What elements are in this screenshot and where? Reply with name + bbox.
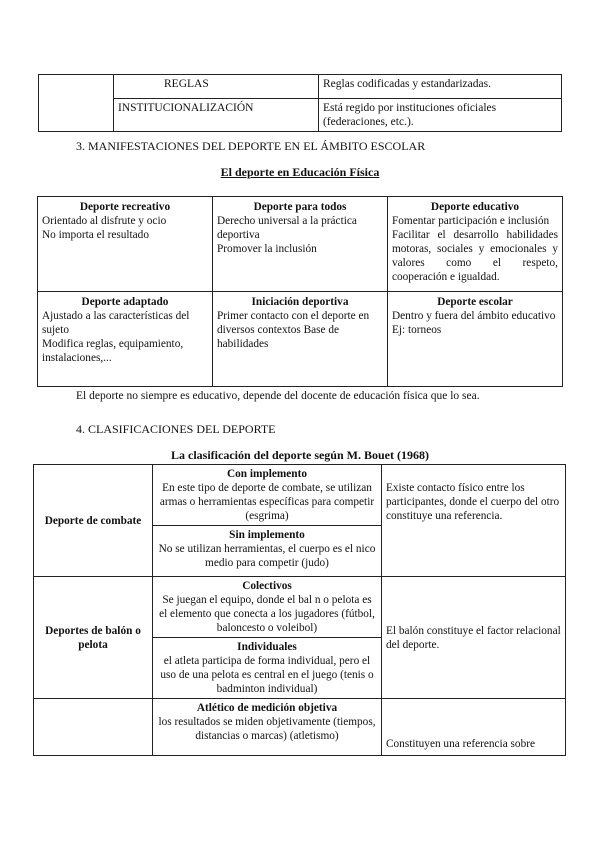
cell-title: Iniciación deportiva [251,296,349,308]
subtype-text: No se utilizan herramientas, el cuerpo es el nico medio para competir (judo) [158,543,376,569]
cell-line: Ajustado a las características del sujeto [42,310,190,336]
section-3-subtitle: El deporte en Educación Física [220,165,380,179]
subtype-title: Atlético de medición objetiva [196,702,338,714]
sport-types-grid [37,196,563,387]
cell-line: Dentro y fuera del ámbito educativo [392,310,556,322]
subtype-cell [153,699,382,756]
grid-cell-recreativo [38,197,213,292]
grid-cell-educativo [388,197,563,292]
note-cell: Existe contacto físico entre los participantes, donde el cuerpo del otro constituye una referencia. [382,465,566,577]
section-4-subtitle: La clasificación del deporte según M. Bouet (1968) [171,448,429,462]
cell-line: Facilitar el desarrollo habilidades motoras, sociales y emocionales y valores como el respeto, cooperación e igualdad. [392,229,558,283]
table-row [34,465,566,526]
subtype-text: Se juegan el equipo, donde el bal n o pelota es el elemento que conecta a los jugadores (fútbol, baloncesto o voleibol) [159,594,375,634]
subtype-text: el atleta participa de forma individual, pero el uso de una pelota es central en el juego (tenis o badminton individual) [160,655,374,695]
note-cell: Constituyen una referencia sobre [382,699,566,756]
category-cell: Deportes de balón o pelota [34,577,153,699]
classification-table [33,464,566,756]
grid-cell-iniciacion [213,292,388,387]
cell-title: Deporte adaptado [81,296,169,308]
desc-cell: Reglas codificadas y estandarizadas. [319,75,562,99]
category-cell [34,699,153,756]
section-4-heading: 4. CLASIFICACIONES DEL DEPORTE [76,422,276,436]
cell-line: Promover la inclusión [217,243,317,255]
table-row [34,577,566,638]
cell-line: No importa el resultado [42,229,149,241]
term-cell: REGLAS [114,75,319,99]
subtype-text: En este tipo de deporte de combate, se utilizan armas o herramientas específicas para competir (esgrima) [159,482,375,522]
cell-line: Modifica reglas, equipamiento, instalaciones,... [42,338,184,364]
empty-cell [39,75,114,132]
category-cell: Deporte de combate [34,465,153,577]
cell-title: Deporte recreativo [79,201,171,213]
section-3-note: El deporte no siempre es educativo, depende del docente de educación física que lo sea. [76,390,480,402]
subtype-cell [153,577,382,638]
cell-title: Deporte educativo [430,201,520,213]
subtype-title: Sin implemento [229,529,305,541]
note-cell: El balón constituye el factor relacional del deporte. [382,577,566,699]
grid-cell-para-todos [213,197,388,292]
subtype-cell [153,465,382,526]
grid-cell-escolar [388,292,563,387]
table-row [39,75,562,99]
cell-title: Deporte escolar [437,296,513,308]
table-row [38,197,563,292]
cell-line: Derecho universal a la práctica deportiva [217,215,357,241]
cell-line: Fomentar participación e inclusión [392,215,550,227]
top-table [38,74,562,132]
section-3-heading: 3. MANIFESTACIONES DEL DEPORTE EN EL ÁMBITO ESCOLAR [76,139,426,153]
subtype-title: Individuales [237,641,297,653]
table-row [39,99,562,132]
table-row [34,699,566,756]
subtype-title: Colectivos [242,580,292,592]
subtype-text: los resultados se miden objetivamente (tiempos, distancias o marcas) (atletismo) [158,716,376,742]
cell-line: Primer contacto con el deporte en diversos contextos Base de habilidades [217,310,370,350]
table-row [38,292,563,387]
grid-cell-adaptado [38,292,213,387]
subtype-cell [153,638,382,699]
term-cell: INSTITUCIONALIZACIÓN [114,99,319,132]
desc-cell: Está regido por instituciones oficiales (federaciones, etc.). [319,99,562,132]
cell-line: Orientado al disfrute y ocio [42,215,167,227]
cell-title: Deporte para todos [253,201,347,213]
cell-line: Ej: torneos [392,324,442,336]
subtype-title: Con implemento [226,468,308,480]
subtype-cell [153,526,382,577]
